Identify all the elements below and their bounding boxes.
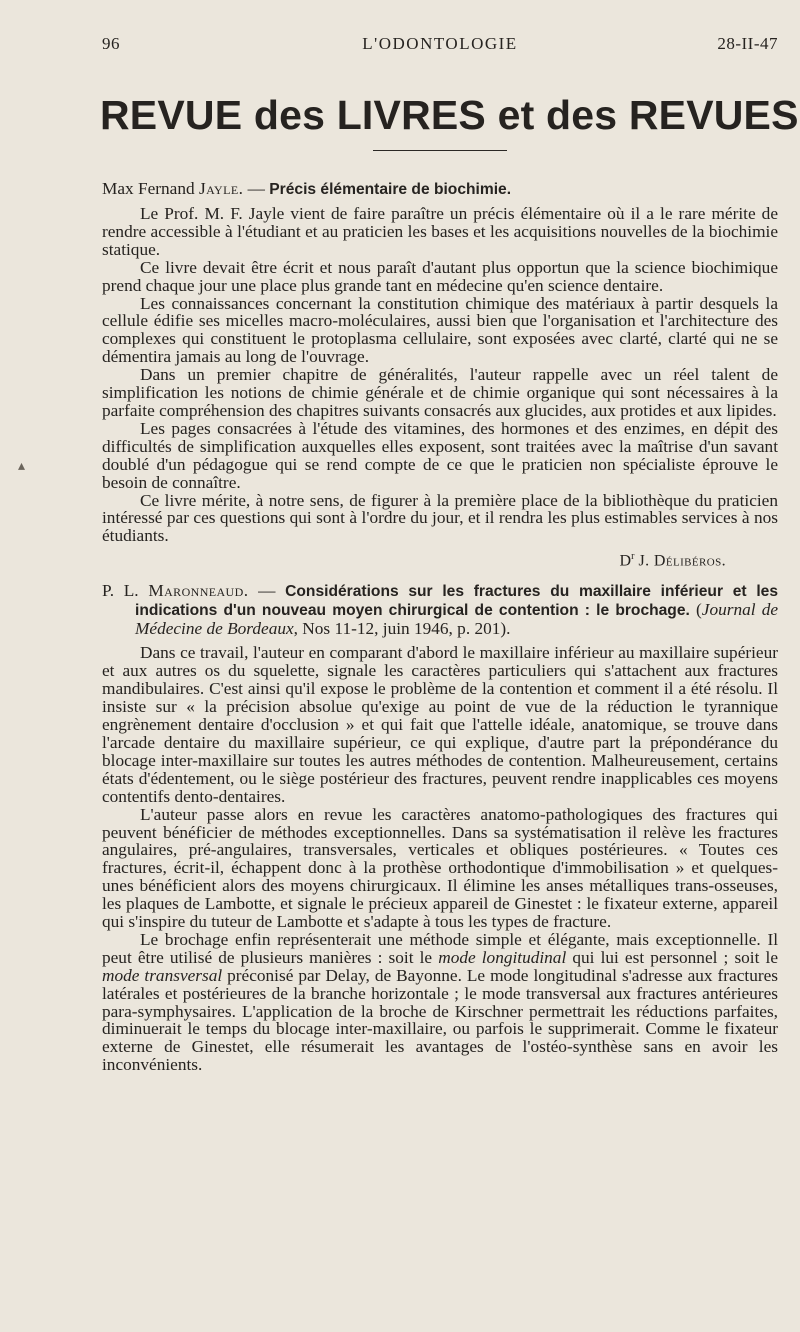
review-jayle (102, 180, 778, 570)
review-paragraph: Les pages consacrées à l'étude des vitamines, des hormones et des enzimes, en dépit des difficultés de simplification auxquelles elles exposent, sont traitées avec la maîtrise d'un savant doublé d'un pédagogue qui se rend compte de ce que le praticien non spécialiste éprouve le besoin de connaître. (102, 418, 778, 492)
section-title: REVUE des LIVRES et des REVUES (100, 92, 799, 138)
author-last-name: Jayle. (198, 179, 244, 198)
paragraph-text: préconisé par Delay, de Bayonne. Le mode longitudinal s'adresse aux fractures latérales et postérieures de la branche horizontale ; le mode transversal aux fractures antérieures para-symphysaires. L'application de la broche de Kirschner permettrait les réductions parfaites, diminuerait le temps du blocage inter-maxillaire, ou parfois le supprimerait. Comme le fixateur externe de Ginestet, elle résumerait les avantages de l'ostéo-synthèse sans en avoir les inconvénients. (102, 965, 778, 1075)
signature-name: J. Délibéros. (638, 552, 726, 570)
review-paragraph: Le Prof. M. F. Jayle vient de faire paraître un précis élémentaire où il a le rare mérite de rendre accessible à l'étudiant et au praticien les bases et les acquisitions nouvelles de la biochimie statique. (102, 204, 778, 259)
paragraph-text: qui lui est personnel ; soit le (566, 947, 778, 967)
review-paragraph: Dans ce travail, l'auteur en comparant d'abord le maxillaire inférieur au maxillaire supérieur et aux autres os du squelette, signale les caractères particuliers qui s'attachent aux fractures mandibulaires. C'est ainsi qu'il expose le problème de la contention et comment il a été résolu. Il insiste sur « la précision absolue qu'exige au point de vue de la réduction le tyrannique engrènement dentaire d'occlusion » et qui fait que l'attelle idéale, anatomique, se trouve dans l'arcade dentaire du maxillaire supérieur, ce qui explique, d'autre part la prépondérance du blocage inter-maxillaire sur toutes les autres méthodes de contention. Malheureusement, certains états d'édentement, ou le siège postérieur des fractures, peuvent rendre inapplicables ces moyens contentifs dento-dentaires. (102, 643, 778, 806)
paragraph-text: Le brochage enfin représenterait une méthode simple et élégante, mais exceptionnelle. Il peut être utilisé de plusieurs manières : soit le (102, 929, 778, 967)
reviewer-signature (102, 548, 726, 570)
review-paragraph (102, 931, 778, 1074)
signature-prefix: D (619, 552, 632, 570)
review-paragraph: Ce livre devait être écrit et nous paraît d'autant plus opportun que la science biochimique prend chaque jour une place plus grande tant en médecine qu'en science dentaire. (102, 257, 778, 295)
review-heading (102, 582, 778, 638)
title-divider (373, 150, 507, 151)
page-number: 96 (102, 34, 120, 53)
author-first-name: P. L. (102, 581, 139, 601)
source-journal: Journal de Médecine de Bordeaux (135, 600, 779, 639)
review-paragraph: Dans un premier chapitre de généralités, l'auteur rappelle avec un réel talent de simplification les notions de chimie générale et de chimie organique qui sont nécessaires à la parfaite compréhension des chapitres suivants consacrés aux glucides, aux protides et aux lipides. (102, 365, 778, 420)
journal-name: L'ODONTOLOGIE (362, 34, 518, 53)
heading-dash: — (258, 581, 276, 601)
italic-term: mode longitudinal (438, 947, 567, 967)
review-maronneaud (102, 582, 778, 1074)
reviews-body (102, 180, 778, 1074)
book-title: Précis élémentaire de biochimie. (269, 181, 512, 198)
margin-mark: ▴ (18, 459, 26, 474)
source-details: , Nos 11-12, juin 1946, p. 201). (293, 619, 511, 639)
review-paragraph: L'auteur passe alors en revue les caractères anatomo-pathologiques des fractures qui peuvent bénéficier de méthodes exceptionnelles. Dans sa systématisation il relève les fractures angulaires, pré-angulaires, transversales, verticales et obliques postérieures. « Toutes ces fractures, écrit-il, échappent donc à la prothèse orthodontique d'immobilisation » et quelques-unes bénéficient alors des moyens chirurgicaux. Il élimine les anses métalliques trans-osseuses, les plaques de Lambotte, et signale le précieux appareil de Ginestet : le fixateur externe, appareil qui s'inspire du tuteur de Lambotte et s'adapte à tous les types de fracture. (102, 804, 778, 932)
review-paragraph: Ce livre mérite, à notre sens, de figurer à la première place de la bibliothèque du praticien intéressé par ces questions qui sont à l'ordre du jour, et il rendra les plus estimables services à nos étudiants. (102, 490, 778, 546)
heading-dash: — (247, 179, 265, 198)
review-paragraph: Les connaissances concernant la constitution chimique des matériaux à partir desquels la cellule édifie ses micelles macro-moléculaires, aussi bien que l'organisation et l'architecture des complexes qui constituent le protoplasma cellulaire, sont exposées avec clarté, clarté qui ne se démentira jamais au long de l'ouvrage. (102, 293, 778, 367)
italic-term: mode transversal (102, 965, 223, 985)
article-title: Considérations sur les fractures du maxillaire inférieur et les indications d'un nouveau moyen chirurgical de contention : le brochage. (135, 583, 779, 620)
source-open: ( (696, 600, 702, 620)
author-first-name: Max Fernand (102, 179, 195, 198)
running-header (102, 34, 778, 54)
issue-date: 28-II-47 (717, 34, 778, 53)
author-last-name: Maronneaud. (148, 581, 249, 601)
review-heading (102, 180, 778, 199)
signature-superscript: r (631, 551, 635, 563)
